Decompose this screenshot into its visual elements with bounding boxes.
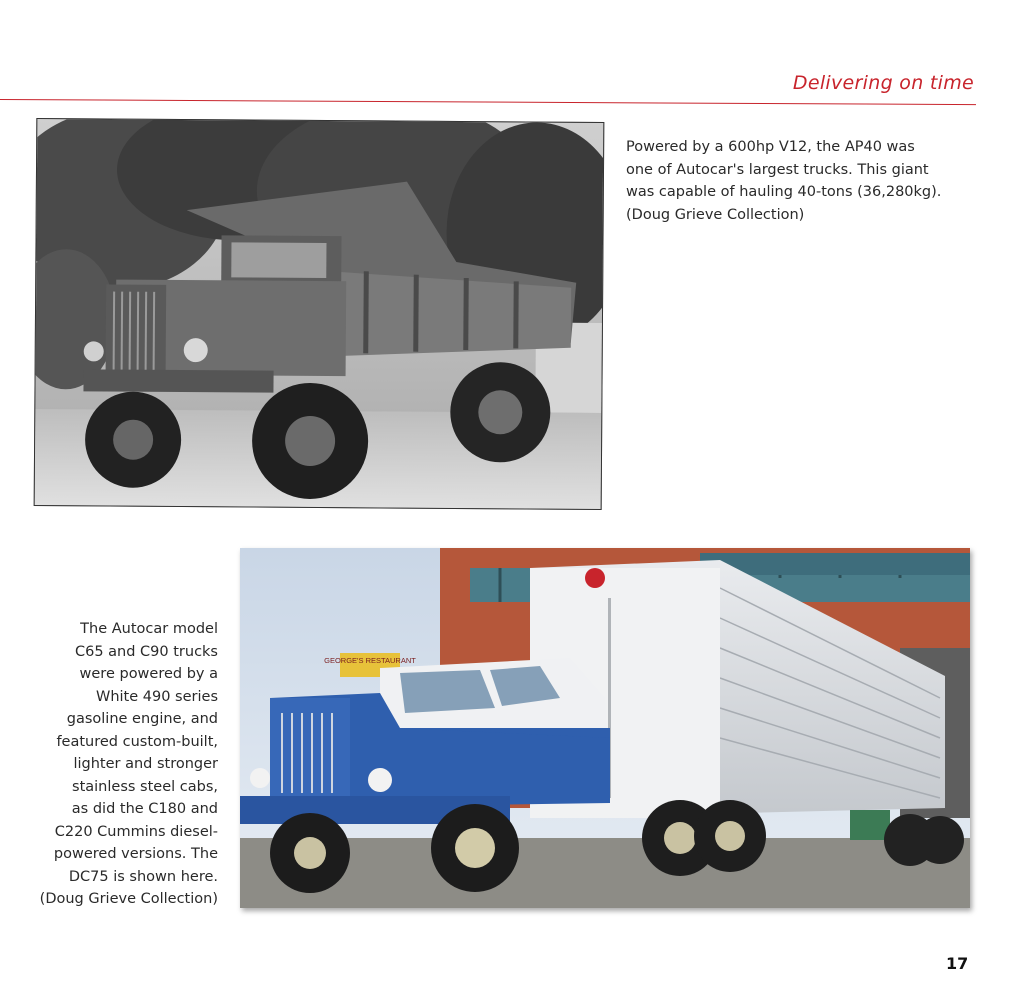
caption-line: White 490 series bbox=[96, 688, 218, 705]
caption-line: as did the C180 and bbox=[71, 801, 218, 817]
caption-line: C220 Cummins diesel- bbox=[54, 823, 218, 840]
caption-line: was capable of hauling 40-tons (36,280kg). bbox=[626, 184, 942, 200]
caption-dc75 bbox=[0, 618, 218, 911]
caption-line: DC75 is shown here. bbox=[68, 868, 218, 885]
restaurant-sign: GEORGE'S RESTAURANT bbox=[324, 656, 416, 665]
caption-line: lighter and stronger bbox=[73, 756, 218, 772]
caption-line: powered versions. The bbox=[53, 846, 218, 862]
header-rule bbox=[0, 99, 976, 105]
running-header-title: Delivering on time bbox=[792, 72, 974, 94]
caption-line: Powered by a 600hp V12, the AP40 was bbox=[626, 139, 915, 155]
page-number: 17 bbox=[946, 954, 969, 973]
caption-line: stainless steel cabs, bbox=[72, 778, 218, 795]
caption-line: C65 and C90 trucks bbox=[74, 643, 218, 660]
caption-line: one of Autocar's largest trucks. This giant bbox=[626, 161, 929, 178]
caption-line: The Autocar model bbox=[80, 621, 218, 637]
caption-line: were powered by a bbox=[79, 666, 218, 682]
caption-line: (Doug Grieve Collection) bbox=[626, 206, 805, 223]
caption-line: featured custom-built, bbox=[56, 733, 218, 750]
caption-line: (Doug Grieve Collection) bbox=[39, 891, 218, 907]
caption-line: gasoline engine, and bbox=[66, 711, 218, 727]
caption-ap40 bbox=[626, 136, 996, 226]
photo-ap40-dump-truck bbox=[34, 118, 605, 510]
photo-dc75-tractor-trailer bbox=[240, 548, 970, 908]
